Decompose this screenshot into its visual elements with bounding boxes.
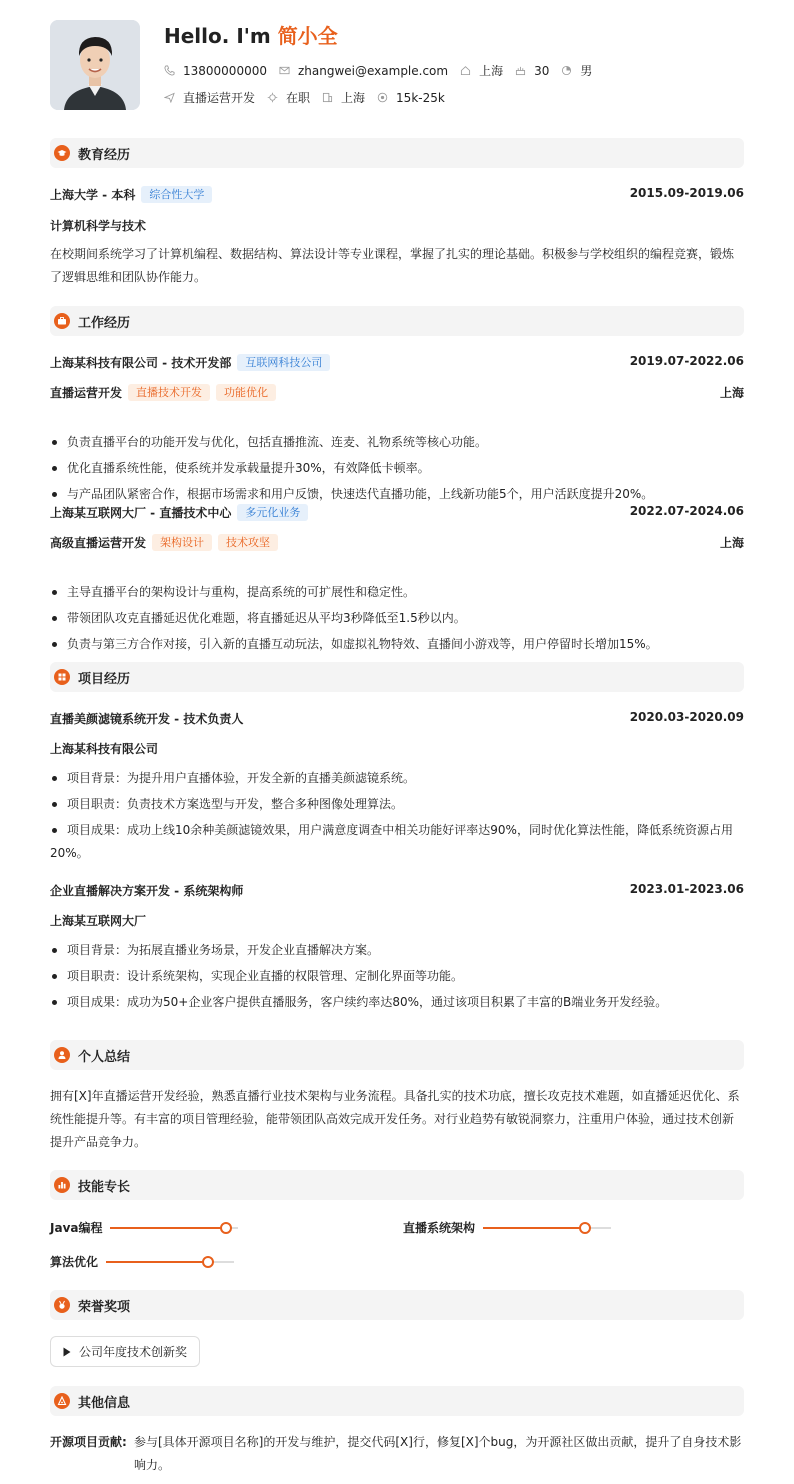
resume-page: [50, 20, 744, 1472]
job-2-period: 2022.07-2024.06: [629, 504, 744, 518]
skill-name: 直播系统架构: [403, 1221, 476, 1235]
project-1-bullet-cont: 20%。: [50, 846, 89, 860]
age-item: [515, 64, 549, 78]
salary-item: [377, 91, 445, 105]
job-1-company: 上海某科技有限公司 - 技术开发部: [50, 356, 232, 370]
resume-header: [50, 20, 744, 110]
job-2-tag: 架构设计: [152, 534, 212, 551]
phone-value: 13800000000: [183, 63, 267, 78]
other-line: 响力。: [134, 1458, 171, 1472]
avatar: [50, 20, 140, 110]
phone-icon: [164, 65, 175, 76]
project-2-row: [50, 882, 744, 899]
position-value: 直播运营开发: [183, 91, 256, 105]
education-period: 2015.09-2019.06: [629, 186, 744, 200]
project-1-bullet: 项目背景：为提升用户直播体验，开发全新的直播美颜滤镜系统。: [50, 767, 744, 790]
play-icon: [63, 1347, 71, 1357]
project-1-bullet: 项目成果：成功上线10余种美颜滤镜效果，用户满意度调查中相关功能好评率达90%，同时优化算法性能，降低系统资源占用: [50, 819, 744, 842]
home-icon: [460, 65, 471, 76]
building-icon: [322, 92, 333, 103]
skill-item: [50, 1219, 238, 1236]
skill-name: 算法优化: [50, 1255, 99, 1269]
skill-slider: [106, 1261, 234, 1263]
skill-slider: [483, 1227, 611, 1229]
project-2-bullet: 项目成果：成功为50+企业客户提供直播服务，客户续约率达80%，通过该项目积累了丰富的B端业务开发经验。: [50, 991, 744, 1014]
job-intent-row: [164, 89, 457, 106]
phone-item: [164, 64, 267, 78]
job-2-company-row: [50, 504, 744, 521]
honors-title: 荣誉奖项: [78, 1299, 131, 1315]
school-tag: 综合性大学: [141, 186, 212, 203]
summary-line: 提升产品竞争力。: [50, 1135, 147, 1149]
status-item: [267, 89, 310, 106]
job-1-role: 直播运营开发: [50, 386, 123, 400]
project-1-name: 直播美颜滤镜系统开发 - 技术负责人: [50, 712, 244, 726]
user-icon: [57, 1050, 67, 1060]
chart-icon: [57, 1180, 67, 1190]
project-2-bullet: 项目职责：设计系统架构，实现企业直播的权限管理、定制化界面等功能。: [50, 965, 744, 988]
job-2-role: 高级直播运营开发: [50, 536, 147, 550]
job-2-bullet: 主导直播平台的架构设计与重构，提高系统的可扩展性和稳定性。: [50, 581, 744, 604]
education-school-row: [50, 186, 744, 203]
job-1-location: 上海: [719, 386, 744, 400]
project-2-bullet: 项目背景：为拓展直播业务场景，开发企业直播解决方案。: [50, 939, 744, 962]
status-value: 在职: [286, 91, 311, 105]
skill-item: [403, 1219, 611, 1236]
graduation-icon: [57, 148, 67, 158]
project-1-row: [50, 710, 744, 727]
project-2-period: 2023.01-2023.06: [629, 882, 744, 896]
gender-icon: [561, 65, 572, 76]
other-line: 参与[具体开源项目名称]的开发与维护，提交代码[X]行，修复[X]个bug，为开源社区做出贡献，提升了自身技术影: [134, 1435, 742, 1449]
skill-knob: [202, 1256, 214, 1268]
briefcase-icon: [57, 316, 67, 326]
skills-section-header: [50, 1170, 744, 1200]
summary-line: 统性能提升等。有丰富的项目管理经验，能带领团队高效完成开发任务。对行业趋势有敏锐洞察力，注重用户体验，通过技术创新: [50, 1112, 735, 1126]
job-1-company-tag: 互联网科技公司: [237, 354, 330, 371]
summary-line: 拥有[X]年直播运营开发经验，熟悉直播行业技术架构与业务流程。具备扎实的技术功底，擅长攻克技术难题，如直播延迟优化、系: [50, 1089, 740, 1103]
job-2-bullet: 带领团队攻克直播延迟优化难题，将直播延迟从平均3秒降低至1.5秒以内。: [50, 607, 744, 630]
email-value: zhangwei@example.com: [297, 63, 449, 78]
money-icon: [377, 92, 388, 103]
skill-fill: [483, 1227, 585, 1229]
honors-section-header: [50, 1290, 744, 1320]
skill-knob: [220, 1222, 232, 1234]
projects-title: 项目经历: [78, 671, 131, 687]
send-icon: [164, 92, 175, 103]
other-title: 其他信息: [78, 1395, 131, 1411]
age-value: 30: [534, 63, 550, 78]
job-1-tag: 功能优化: [216, 384, 276, 401]
position-item: [164, 89, 255, 106]
salary-value: 15k-25k: [396, 90, 445, 105]
job-2-bullet: 负责与第三方合作对接，引入新的直播互动玩法，如虚拟礼物特效、直播间小游戏等，用户停留时长增加15%。: [50, 633, 744, 656]
job-1-tag: 直播技术开发: [128, 384, 210, 401]
skill-knob: [579, 1222, 591, 1234]
projects-section-header: [50, 662, 744, 692]
skill-item: [50, 1253, 234, 1270]
job-2-company-tag: 多元化业务: [237, 504, 308, 521]
job-2-tag: 技术攻坚: [218, 534, 278, 551]
work-section-header: [50, 306, 744, 336]
skills-title: 技能专长: [78, 1179, 131, 1195]
work-city-value: 上海: [341, 91, 366, 105]
education-section-header: [50, 138, 744, 168]
cake-icon: [515, 65, 526, 76]
skill-fill: [106, 1261, 208, 1263]
job-1-company-row: [50, 354, 744, 371]
greeting-title: Hello. I'm 简小全: [164, 24, 338, 48]
award-item[interactable]: [50, 1336, 200, 1367]
project-1-company: 上海某科技有限公司: [50, 742, 159, 756]
project-2-company: 上海某互联网大厂: [50, 914, 147, 928]
project-1-period: 2020.03-2020.09: [629, 710, 744, 724]
education-title: 教育经历: [78, 147, 131, 163]
email-item: [279, 64, 448, 78]
skill-name: Java编程: [50, 1221, 103, 1235]
grid-icon: [57, 672, 67, 682]
gender-value: 男: [580, 64, 593, 78]
job-2-location: 上海: [719, 536, 744, 550]
job-1-bullet: 负责直播平台的功能开发与优化，包括直播推流、连麦、礼物系统等核心功能。: [50, 431, 744, 454]
education-description: 在校期间系统学习了计算机编程、数据结构、算法设计等专业课程，掌握了扎实的理论基础。积极参与学校组织的编程竞赛，锻炼了逻辑思维和团队协作能力。: [50, 247, 735, 284]
school-name: 上海大学 - 本科: [50, 188, 136, 202]
job-1-role-row: [50, 384, 744, 401]
education-major: 计算机科学与技术: [50, 219, 147, 233]
award-label: 公司年度技术创新奖: [79, 1345, 188, 1359]
candidate-name: 简小全: [277, 24, 338, 48]
work-city-item: [322, 89, 365, 106]
project-1-bullet: 项目职责：负责技术方案选型与开发，整合多种图像处理算法。: [50, 793, 744, 816]
skill-slider: [110, 1227, 238, 1229]
project-2-name: 企业直播解决方案开发 - 系统架构师: [50, 884, 244, 898]
status-icon: [267, 92, 278, 103]
summary-title: 个人总结: [78, 1049, 131, 1065]
contact-row: [164, 62, 604, 79]
other-label: 开源项目贡献:: [50, 1435, 127, 1449]
info-icon: [57, 1396, 67, 1406]
mail-icon: [279, 65, 290, 76]
job-2-role-row: [50, 534, 744, 551]
summary-section-header: [50, 1040, 744, 1070]
work-title: 工作经历: [78, 315, 131, 331]
job-1-bullet: 优化直播系统性能，使系统并发承载量提升30%，有效降低卡顿率。: [50, 457, 744, 480]
skill-fill: [110, 1227, 225, 1229]
other-section-header: [50, 1386, 744, 1416]
job-2-company: 上海某互联网大厂 - 直播技术中心: [50, 506, 232, 520]
medal-icon: [57, 1300, 67, 1310]
city-item: [460, 62, 503, 79]
job-1-period: 2019.07-2022.06: [629, 354, 744, 368]
job-1-bullet: 与产品团队紧密合作，根据市场需求和用户反馈，快速迭代直播功能，上线新功能5个，用户活跃度提升20%。: [50, 483, 744, 506]
city-value: 上海: [479, 64, 504, 78]
gender-item: [561, 62, 592, 79]
